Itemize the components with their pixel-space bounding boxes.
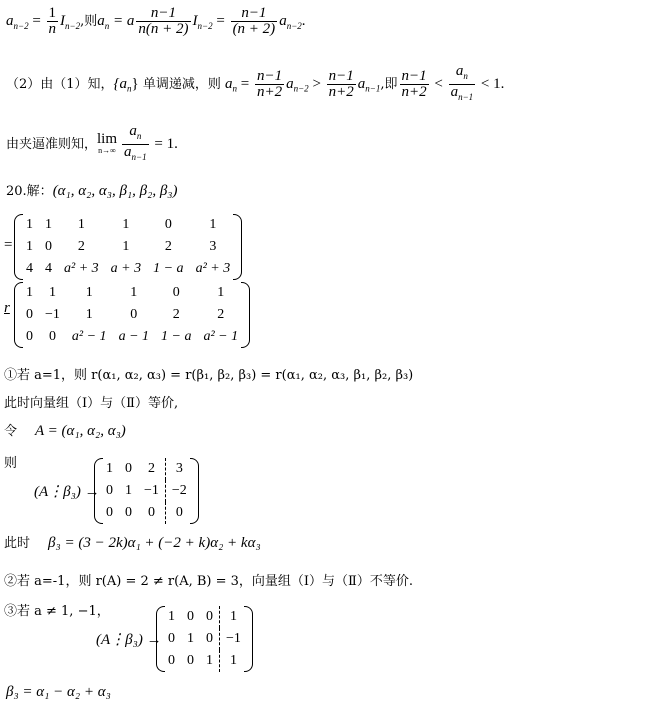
matrix-cell: 0 xyxy=(168,631,175,646)
a-var: a xyxy=(286,76,294,92)
case-1-equiv xyxy=(4,392,178,411)
a-n: a xyxy=(225,76,233,92)
matrix-cell: 0 xyxy=(26,307,33,322)
sub: n−2 xyxy=(286,20,302,31)
sub: n−1 xyxy=(131,152,147,162)
matrix-cell: 1 xyxy=(77,217,85,232)
frac-num: n−1 xyxy=(256,68,283,84)
a-var: a xyxy=(357,76,366,92)
sub: n xyxy=(104,20,110,31)
matrix-cell: 1 − a xyxy=(153,261,184,276)
text: 单调递减，则 xyxy=(138,77,226,92)
matrix-2 xyxy=(20,282,244,348)
left-paren xyxy=(14,214,23,280)
frac-den: n(n + 2) xyxy=(138,21,189,37)
fraction xyxy=(449,64,476,105)
eq-one: = 1. xyxy=(150,136,178,152)
matrix-cell: 0 xyxy=(26,329,33,344)
matrix-row xyxy=(20,326,244,348)
fraction xyxy=(231,6,278,37)
frac-den xyxy=(449,85,476,105)
matrix-cell: −1 xyxy=(45,307,60,322)
problem-20-header xyxy=(6,180,178,200)
sub: n−2 xyxy=(293,83,309,94)
matrix-cell: 4 xyxy=(45,261,52,276)
let-expr: A = (α₁, α₂, α₃) xyxy=(35,423,126,439)
matrix-row xyxy=(20,214,236,236)
final-beta3 xyxy=(6,684,111,701)
row-reduce-arrow xyxy=(4,300,10,317)
matrix-cell: 1 xyxy=(229,609,237,624)
matrix-cell: 0 xyxy=(200,606,220,628)
gt: > xyxy=(308,76,325,92)
matrix-cell: 0 xyxy=(48,329,56,344)
a-var: a xyxy=(279,12,287,29)
frac-num: n−1 xyxy=(231,6,278,22)
matrix-cell: 1 xyxy=(85,307,93,322)
matrix-cell: 2 xyxy=(217,307,225,322)
matrix-3-table xyxy=(100,458,193,524)
fraction xyxy=(47,6,59,37)
matrix-cell: a² + 3 xyxy=(64,261,99,276)
matrix-cell: 0 xyxy=(168,653,175,668)
let-line xyxy=(4,420,126,440)
right-paren xyxy=(190,458,199,524)
matrix-row xyxy=(100,480,193,502)
matrix-cell: 1 xyxy=(26,285,33,300)
matrix-cell: 2 xyxy=(172,307,180,322)
then-text: 则 xyxy=(4,456,18,471)
case-3-line xyxy=(4,600,110,619)
matrix-cell: a² − 1 xyxy=(203,329,239,344)
frac-den: n+2 xyxy=(328,84,354,100)
a-n: a xyxy=(97,12,105,29)
eq: = a xyxy=(109,12,135,29)
eq: = xyxy=(237,76,253,92)
case-1-line xyxy=(4,364,413,383)
matrix-1-table xyxy=(20,214,236,280)
matrix-cell: 0 xyxy=(45,239,52,254)
formula-line-2 xyxy=(6,64,504,105)
problem-label: 20.解： xyxy=(6,184,53,199)
limit xyxy=(97,130,118,157)
sub: n−2 xyxy=(197,20,213,31)
eq: = xyxy=(212,12,229,29)
matrix-row xyxy=(20,282,244,304)
frac-num xyxy=(449,64,476,85)
matrix-cell: 3 xyxy=(175,461,183,476)
text: （2）由（1）知， xyxy=(6,77,114,92)
frac-num: 1 xyxy=(48,5,57,21)
matrix-cell: 0 xyxy=(175,505,183,520)
beta3-expr: β₃ = (3 − 2k)α₁ + (−2 + k)α₂ + kα₃ xyxy=(48,535,261,551)
vector-tuple: (α₁, α₂, α₃, β₁, β₂, β₃) xyxy=(52,183,178,199)
aug-text: (A⋮β₃) → xyxy=(34,484,100,500)
eq: = xyxy=(28,12,45,29)
matrix-cell: 0 xyxy=(138,502,165,524)
period: . xyxy=(301,12,306,29)
matrix-cell: 1 xyxy=(187,631,194,646)
matrix-cell: 0 xyxy=(164,217,172,232)
augmented-label-1 xyxy=(34,482,100,501)
right-paren xyxy=(241,282,250,348)
matrix-cell: 0 xyxy=(130,307,138,322)
matrix-cell: 1 − a xyxy=(161,329,192,344)
matrix-cell: −1 xyxy=(138,480,165,502)
set-close: } xyxy=(131,76,139,92)
lim-sub: n→∞ xyxy=(98,145,116,155)
r-label: r xyxy=(4,300,10,316)
matrix-cell: 1 xyxy=(217,285,225,300)
lt: < xyxy=(430,76,447,92)
matrix-row xyxy=(162,606,247,628)
sub: n xyxy=(232,83,238,94)
matrix-cell: 1 xyxy=(26,239,33,254)
right-paren xyxy=(233,214,242,280)
matrix-cell: 1 xyxy=(26,217,33,232)
fraction xyxy=(400,69,429,100)
eq-sign: = xyxy=(4,237,13,253)
aug-text: (A⋮β₃) → xyxy=(96,632,162,648)
matrix-row xyxy=(100,458,193,480)
frac-num: n−1 xyxy=(328,68,354,84)
frac-den xyxy=(122,145,149,165)
a-var: a xyxy=(124,144,132,160)
sub: n xyxy=(136,131,142,141)
matrix-cell: a² − 1 xyxy=(71,329,107,344)
matrix-row xyxy=(100,502,193,524)
matrix-cell: 1 xyxy=(106,461,113,476)
matrix-2-table xyxy=(20,282,244,348)
a-n-2: a xyxy=(6,12,14,29)
matrix-4 xyxy=(162,606,247,672)
matrix-cell: a − 1 xyxy=(118,329,150,344)
sub: n−2 xyxy=(13,20,29,31)
case-1-text: ①若 a=1，则 r(α₁, α₂, α₃) = r(β₁, β₂, β₃) = r(α₁, α₂, α₃, β₁, β₂, β₃) xyxy=(4,368,414,383)
matrix-cell: a² + 3 xyxy=(195,261,231,276)
matrix-row xyxy=(20,236,236,258)
matrix-cell: 2 xyxy=(138,458,165,480)
text: 由夹逼准则知， xyxy=(6,137,98,152)
matrix-cell: 2 xyxy=(164,239,172,254)
sub: n xyxy=(463,71,468,81)
a-var: a xyxy=(129,123,137,139)
matrix-row xyxy=(20,304,244,326)
equiv-text: 此时向量组（Ⅰ）与（Ⅱ）等价, xyxy=(4,396,179,411)
frac-den: n xyxy=(48,21,57,37)
matrix-row xyxy=(162,628,247,650)
integral-i: I xyxy=(192,12,198,29)
left-paren xyxy=(156,606,165,672)
at-label: 此时 xyxy=(4,536,31,551)
let-label: 令 xyxy=(4,424,18,439)
a-var: a xyxy=(450,84,459,100)
matrix-4-table xyxy=(162,606,247,672)
matrix-1 xyxy=(20,214,236,280)
then-text: ,则 xyxy=(80,13,98,29)
augmented-label-2 xyxy=(96,630,162,649)
matrix-cell: −2 xyxy=(171,483,187,498)
then-label xyxy=(4,452,17,471)
matrix-cell: 0 xyxy=(187,653,194,668)
frac-den: n+2 xyxy=(256,84,283,100)
matrix-cell: 4 xyxy=(26,261,33,276)
matrix-cell: −1 xyxy=(226,631,241,646)
lim: lim xyxy=(97,130,118,147)
fraction xyxy=(122,124,149,165)
matrix-3 xyxy=(100,458,193,524)
set-open: {a xyxy=(113,76,128,92)
sub: n−1 xyxy=(458,92,474,102)
matrix-cell: 1 xyxy=(45,217,52,232)
matrix-cell: 1 xyxy=(122,239,130,254)
left-paren xyxy=(94,458,103,524)
frac-num xyxy=(122,124,149,145)
frac-num: n−1 xyxy=(401,68,427,84)
left-paren xyxy=(14,282,23,348)
text: ,即 xyxy=(380,77,398,92)
frac-num: n−1 xyxy=(136,6,190,22)
matrix-cell: 1 xyxy=(229,653,237,668)
matrix-row xyxy=(162,650,247,672)
matrix-cell: 1 xyxy=(130,285,138,300)
sub: n−2 xyxy=(65,20,81,31)
a-var: a xyxy=(455,63,464,79)
sub: n−1 xyxy=(365,83,381,94)
formula-line-1 xyxy=(6,6,306,37)
matrix-cell: 1 xyxy=(85,285,93,300)
formula-line-3 xyxy=(6,124,178,165)
matrix-cell: 0 xyxy=(125,505,132,520)
matrix-cell: 3 xyxy=(209,239,217,254)
fraction xyxy=(136,6,190,37)
beta3-final: β₃ = α₁ − α₂ + α₃ xyxy=(6,684,111,700)
frac-den: (n + 2) xyxy=(232,21,276,37)
matrix-cell: 1 xyxy=(122,217,130,232)
matrix-cell: 0 xyxy=(125,461,132,476)
matrix-cell: 1 xyxy=(200,650,220,672)
matrix-cell: 1 xyxy=(125,483,132,498)
matrix-cell: 1 xyxy=(168,609,175,624)
frac-den: n+2 xyxy=(401,84,427,100)
matrix-cell: 0 xyxy=(106,483,113,498)
case-3-text: ③若 a ≠ 1, −1， xyxy=(4,604,110,619)
matrix-cell: a + 3 xyxy=(110,261,142,276)
case-2-line xyxy=(4,570,413,589)
matrix-cell: 0 xyxy=(172,285,180,300)
matrix-cell: 1 xyxy=(48,285,56,300)
matrix-cell: 0 xyxy=(200,628,220,650)
integral-i: I xyxy=(60,12,66,29)
matrix-cell: 0 xyxy=(106,505,113,520)
matrix-row xyxy=(20,258,236,280)
sub: n xyxy=(127,83,132,94)
at-line xyxy=(4,532,261,552)
matrix-cell: 2 xyxy=(77,239,85,254)
case-2-text: ②若 a=-1，则 r(A) = 2 ≠ r(A, B) = 3，向量组（Ⅰ）与（Ⅱ）不等价. xyxy=(4,574,413,589)
fraction xyxy=(255,69,284,100)
fraction xyxy=(327,69,356,100)
lt-one: < 1. xyxy=(477,76,505,92)
matrix-cell: 1 xyxy=(209,217,217,232)
right-paren xyxy=(244,606,253,672)
matrix-cell: 0 xyxy=(187,609,194,624)
